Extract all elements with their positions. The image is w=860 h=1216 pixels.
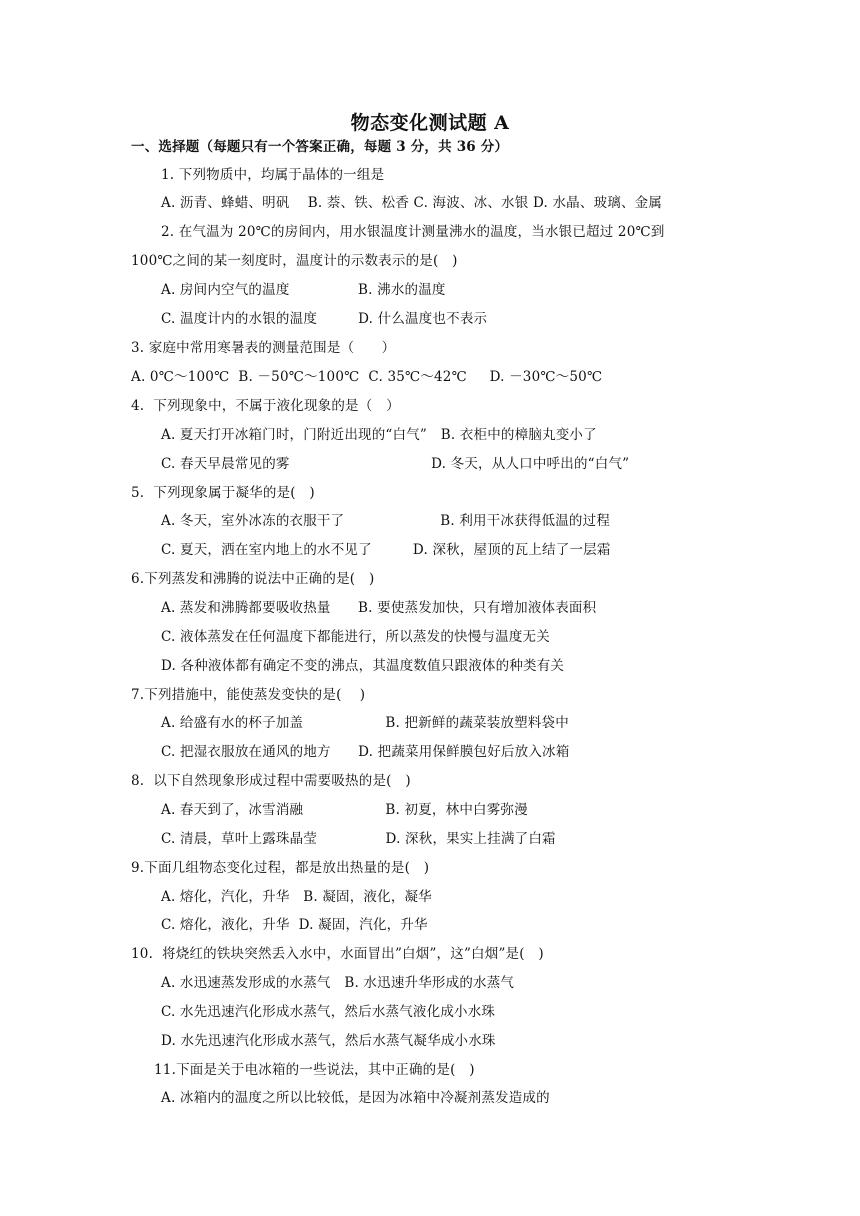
question-10: 10. 将烧红的铁块突然丢入水中，水面冒出”白烟”，这”白烟”是( ) (131, 946, 544, 962)
question-1-options: A. 沥青、蜂蜡、明矾 B. 萘、铁、松香 C. 海波、冰、水银 D. 水晶、玻璃、金属 (161, 195, 663, 211)
question-10-options-ab: A. 水迅速蒸发形成的水蒸气 B. 水迅速升华形成的水蒸气 (161, 975, 515, 991)
question-9-options-cd: C. 熔化，液化，升华 D. 凝固，汽化，升华 (161, 917, 428, 933)
question-2: 2. 在气温为 20℃的房间内，用水银温度计测量沸水的温度，当水银已超过 20℃到 (161, 224, 665, 240)
question-9-options-ab: A. 熔化，汽化，升华 B. 凝固，液化，凝华 (161, 889, 432, 905)
question-11: 11.下面是关于电冰箱的一些说法，其中正确的是( ) (154, 1062, 475, 1078)
question-10-option-d: D. 水先迅速汽化形成水蒸气，然后水蒸气凝华成小水珠 (161, 1033, 496, 1049)
question-2-cont: 100℃之间的某一刻度时，温度计的示数表示的是( ) (131, 253, 458, 269)
question-5-options-ab: A. 冬天，室外冰冻的衣服干了 B. 利用干冰获得低温的过程 (161, 513, 611, 529)
question-3: 3. 家庭中常用寒暑表的测量范围是（ ） (131, 340, 396, 356)
question-2-options-ab: A. 房间内空气的温度 B. 沸水的温度 (161, 282, 446, 298)
question-7-options-ab: A. 给盛有水的杯子加盖 B. 把新鲜的蔬菜装放塑料袋中 (161, 715, 569, 731)
question-6: 6.下列蒸发和沸腾的说法中正确的是( ) (131, 571, 375, 587)
question-4-options-cd: C. 春天早晨常见的雾 D. 冬天，从人口中呼出的“白气” (161, 456, 630, 472)
question-7: 7.下列措施中，能使蒸发变快的是( ) (131, 687, 366, 703)
question-2-options-cd: C. 温度计内的水银的温度 D. 什么温度也不表示 (161, 311, 488, 327)
question-4-options-ab: A. 夏天打开冰箱门时，门附近出现的“白气” B. 衣柜中的樟脑丸变小了 (161, 427, 597, 443)
section-heading: 一、选择题（每题只有一个答案正确，每题 3 分，共 36 分） (131, 139, 509, 155)
question-5: 5. 下列现象属于凝华的是( ) (131, 485, 315, 501)
question-3-options: A. 0℃～100℃ B. －50℃～100℃ C. 35℃～42℃ D. －30℃～50℃ (131, 369, 603, 385)
question-8-options-ab: A. 春天到了，冰雪消融 B. 初夏，林中白雾弥漫 (161, 802, 528, 818)
question-9: 9.下面几组物态变化过程，都是放出热量的是( ) (131, 860, 430, 876)
question-7-options-cd: C. 把湿衣服放在通风的地方 D. 把蔬菜用保鲜膜包好后放入冰箱 (161, 744, 570, 760)
question-10-option-c: C. 水先迅速汽化形成水蒸气，然后水蒸气液化成小水珠 (161, 1004, 496, 1020)
question-6-option-c: C. 液体蒸发在任何温度下都能进行，所以蒸发的快慢与温度无关 (161, 629, 550, 645)
question-8: 8. 以下自然现象形成过程中需要吸热的是( ) (131, 773, 411, 789)
page-title: 物态变化测试题 A (350, 112, 510, 134)
question-5-options-cd: C. 夏天，洒在室内地上的水不见了 D. 深秋，屋顶的瓦上结了一层霜 (161, 542, 611, 558)
question-8-options-cd: C. 清晨，草叶上露珠晶莹 D. 深秋，果实上挂满了白霜 (161, 831, 556, 847)
question-6-option-d: D. 各种液体都有确定不变的沸点，其温度数值只跟液体的种类有关 (161, 658, 565, 674)
question-1: 1. 下列物质中，均属于晶体的一组是 (161, 167, 385, 183)
question-11-option-a: A. 冰箱内的温度之所以比较低，是因为冰箱中冷凝剂蒸发造成的 (161, 1090, 550, 1106)
question-6-options-ab: A. 蒸发和沸腾都要吸收热量 B. 要使蒸发加快，只有增加液体表面积 (161, 600, 597, 616)
question-4: 4. 下列现象中，不属于液化现象的是（ ） (131, 398, 400, 414)
